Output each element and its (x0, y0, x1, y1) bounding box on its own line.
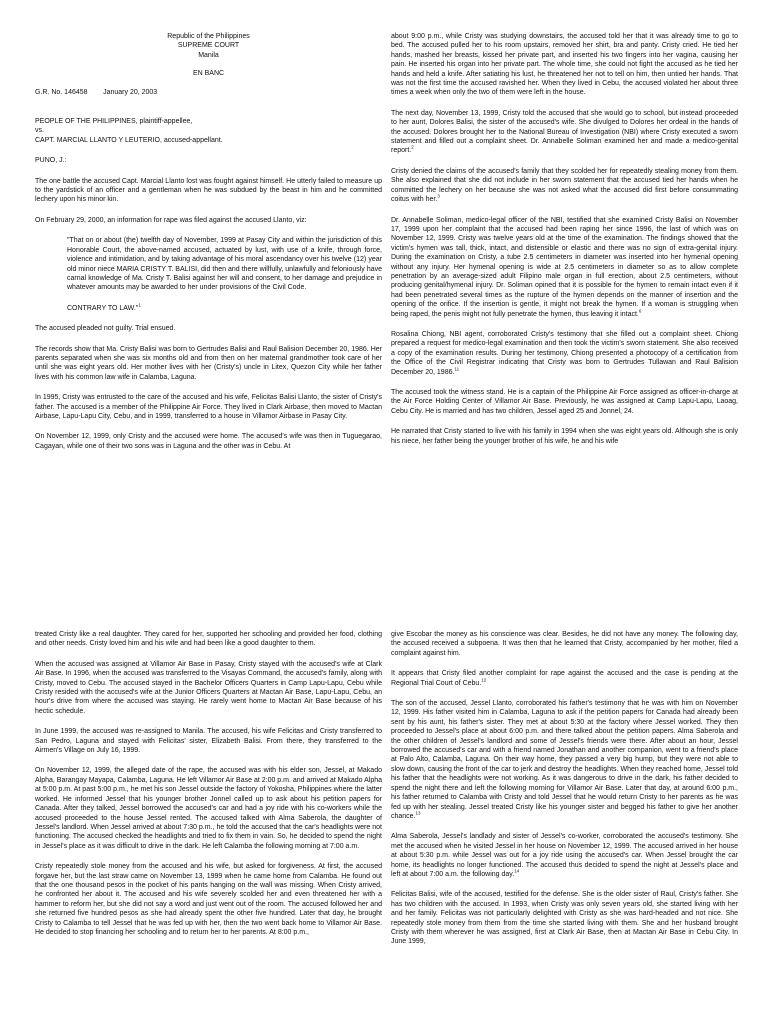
party-plaintiff: PEOPLE OF THE PHILIPPINES, plaintiff-appellee, (35, 118, 193, 126)
republic-heading: Republic of the Philippines (167, 33, 250, 40)
paragraph: Cristy repeatedly stole money from the accused and his wife, but asked for forgiveness. At first, the accused forgave her, but the last straw came on November 13, 1999 when he came home from Calamba. He found out that the one thousand pesos in the pocket of his pants hanging on the wall was missing. When Cristy arrived, he confronted her about it. The accused and his wife severely scolded her and even threatened her with a hammer to reform her, but she did not say a word and just went out of the room. The accused followed her and she returned five hundred pesos as she had already spent the other five hundred. Later that day, he brought Cristy to Calamba to tell Jessel that he was fed up with her, then the two went back home to Villamor Air Base. He decided to stop financing her schooling and to return her to her parents. At 8:00 p.m., (35, 863, 382, 936)
city-heading: Manila (198, 51, 219, 59)
paragraph: On November 12, 1999, the alleged date of the rape, the accused was with his elder son, Jessel, at Makado Alpha, Barangay Mayapa, Calamba, Laguna. He left Villamor Air Base at 2:00 p.m. and arrived at Makado Alpha at 5:00 p.m. At past 5:00 p.m., he met his son Jessel outside the factory of Yokosha, Philippines where the latter worked. He informed Jessel that his younger brother Jonnel called up to ask about his petition papers for Canada. After they talked, Jessel borrowed the accused's car and had a joy ride with his co-workers while the accused proceeded to the house Jessel rented. The accused talked with Alma Saberola, the daughter of Jessel's landlord. When Jessel arrived at about 7:30 p.m., he told the accused that the car's headlights were not functioning. The accused checked the headlights and tried to fix them in vain. So, he decided to spend the night in Jessel's place as it was difficult to drive in the dark. He left Calamba the following morning at 7:00 a.m. (35, 767, 382, 850)
paragraph: The accused pleaded not guilty. Trial ensued. (35, 325, 176, 333)
paragraph: The records show that Ma. Cristy Balisi was born to Gertrudes Balisi and Raul Balision December 20, 1986. Her parents separated when she was six months old and from then on her maternal grandmother took care of her until she was eight years old. Her mother lives with her (Cristy's) uncle in Litex, Quezon City while her father lives with his common law wife in Calamba, Laguna. (35, 345, 382, 381)
gr-number: G.R. No. 146458 (35, 88, 88, 96)
paragraph: The one battle the accused Capt. Marcial Llanto lost was fought against himself. He utterly failed to measure up to the yardstick of an officer and a gentleman when he was subdued by the beast in him and he committed lechery upon his minor kin. (35, 177, 382, 204)
paragraph: On February 29, 2000, an information for rape was filed against the accused Llanto, viz: (35, 216, 307, 224)
party-vs: vs. (35, 127, 44, 135)
party-accused: CAPT. MARCIAL LLANTO Y LEUTERIO, accused-appellant. (35, 136, 223, 144)
paragraph: In June 1999, the accused was re-assigned to Manila. The accused, his wife Felicitas and Cristy transferred to San Pedro, Laguna and stayed with Felicitas' sister, Elizabeth Balisi. From there, they transferred to the Airmen's Village on July 16, 1999. (35, 728, 382, 755)
paragraph: treated Cristy like a real daughter. They cared for her, supported her schooling and provided her food, clothing and other needs. Cristy loved him and his wife and had been like a good daughter to them. (35, 631, 382, 648)
paragraph: Cristy denied the claims of the accused's family that they scolded her for repeatedly stealing money from them. She also explained that she did not include in her sworn statement that the accused tied her hands when he committed the lechery on her because she was not asked what the accused did first before consummating coitus with her.$^3$ (391, 167, 738, 204)
paragraph: On November 12, 1999, only Cristy and the accused were home. The accused's wife was then in Tuguegarao, Cagayan, while one of their two sons was in Laguna and the other was in Cebu. At (35, 433, 382, 450)
paragraph: In 1995, Cristy was entrusted to the care of the accused and his wife, Felicitas Balisi Llanto, the sister of Cristy's father. The accused is a member of the Philippine Air Force. They lived in Clark Airbase, then moved to Mactan Airbase, Lapu-Lapu City, Cebu, and in 1999, transferred to a house in Villamor Airbase in Pasay City. (35, 394, 382, 420)
ponente: PUNO, J.: (35, 157, 67, 165)
paragraph: give Escobar the money as his conscience was clear. Besides, he did not have any money. The following day, the accused received a subpoena. It was then that he learned that Cristy, accompanied by her mother, filed a complaint against him. (391, 631, 738, 657)
quoted-closing: CONTRARY TO LAW."$^1$ (67, 302, 141, 312)
decision-date: January 20, 2003 (103, 88, 158, 96)
page2-left-column (35, 630, 382, 948)
page1-right-column (391, 32, 738, 457)
paragraph: It appears that Cristy filed another complaint for rape against the accused and the case is pending at the Regional Trial Court of Cebu.$^{12}$ (391, 670, 738, 687)
banc-heading: EN BANC (192, 70, 225, 78)
quoted-information: "That on or about (the) twelfth day of November, 1999 at Pasay City and within the jurisdiction of this Honorable Court, the above-named accused, actuated by lust, with use of a knife, through force, violence and intimidation, and by taking advantage of his moral ascendancy over his twelve (12) year old minor niece MARIA CRISTY T. BALISI, did then and there willfully, unlawfully and feloniously have carnal knowledge of Ma. Cristy T. Balisi against her will and consent, to her damage and prejudice in whatever amounts may be awarded to her under provisions of the Civil Code. (67, 237, 382, 292)
paragraph: Alma Saberola, Jessel's landlady and sister of Jessel's co-worker, corroborated the accused's testimony. She met the accused when he visited Jessel in her house on November 12, 1999. The accused arrived in her house at about 5:30 p.m. while Jessel was out for a joy ride using the accused's car. When Jessel brought the car home, its headlights no longer functioned. The accused thus decided to spend the night at Jessel's place and left at about 7:00 a.m. the following day.$^{14}$ (391, 833, 738, 878)
paragraph: When the accused was assigned at Villamor Air Base in Pasay, Cristy stayed with the accused's wife at Clark Air Base. In 1996, when the accused was transferred to the Visayas Command, the accused's family, along with Cristy, moved to Cebu. The accused stayed in the Bachelor Officers Quarters in Camp Lapu-Lapu, Cebu while Cristy resided with the accused's wife at the Junior Officers Quarters at Mactan Air Base, Lapu-Lapu, Cebu, an hour's drive from where the accused was staying. He rarely went home to Mactan Air Base because of his hectic schedule. (35, 660, 382, 715)
paragraph: The son of the accused, Jessel Llanto, corroborated his father's testimony that he was with him on November 12, 1999. His father visited him in Calamba, Laguna to ask if the petition papers for Canada had already been sent by his aunt, his father's sister. They met at about 5:30 at the factory where Jessel worked. They then proceeded to Jessel's place at about 6:00 p.m. and there talked about the petition papers. Alma Saberola and the other children of Jessel's landlord and some of Jessel's friends were there. After about an hour, Jessel borrowed the accused's car and with a friend named Jonathan and another companion, went to a friend's place at Palo Alto, Calamba, Laguna. On their way home, they passed a very big hump, but they were not able to slow down, causing the front of the car to jerk and destroy the headlights. When they reached home, Jessel told his father that the headlights were not working. As it was dangerous to drive in the dark, his father decided to spend the night there and left the following morning for Villamor Air Base. Later that day, at around 6:00 p.m., his father returned to Calamba with Cristy and told Jessel that he would return Cristy to her parents as he was fed up with her stealing. Jessel treated Cristy like his younger sister and begged his father to give her another chance.$^{13}$ (391, 700, 738, 820)
paragraph: The accused took the witness stand. He is a captain of the Philippine Air Force assigned as officer-in-charge at the Air Force Holding Center of Villamor Air Base. Previously, he was assigned at Camp Lapu-Lapu, Laoag, Cebu City. He is married and has two children, Jessel aged 25 and Jonnel, 24. (391, 389, 738, 415)
paragraph: He narrated that Cristy started to live with his family in 1994 when she was eight years old. Although she is only his niece, her father being the younger brother of his wife, he and his wife (391, 428, 738, 445)
paragraph: Dr. Annabelle Soliman, medico-legal officer of the NBI, testified that she examined Cristy Balisi on November 17, 1999 upon her complaint that the accused had been raping her since 1996, the last of which was on November 12, 1999. Cristy was twelve years old at the time of the examination. The findings showed that the victim's hymen was tall, thick, intact, and distensible or elastic and there was no sign of extra-genital injury. During the examination on Cristy, a tube 2.5 centimeters in diameter was inserted into her hymenal opening without any injury. Her hymenal opening is wide at 2.5 centimeters in diameter so as to allow complete penetration by an average-sized adult Filipino male organ in full erection, about 2.5 centimeters, without producing genital/hymenal injury. Dr. Soliman opined that it is possible for the hymen to remain intact even if it had been penetrated several times as the rupture of the hymen depends on the manner of insertion and the opening of the orifice. If the insertion is gentle, it might not break the hymen. If a woman is struggling when being raped, the penis might not fully penetrate the hymen, thus leaving it intact.$^6$ (391, 216, 738, 318)
page1-left-column (35, 32, 382, 462)
document-page-2 (0, 620, 768, 1024)
paragraph: The next day, November 13, 1999, Cristy told the accused that she would go to school, but instead proceeded to her aunt, Dolores Balisi, the sister of the accused's wife. She divulged to Dolores her ordeal in the hands of the accused. Dolores brought her to the National Bureau of Investigation (NBI) where Cristy executed a sworn statement and filled out a complaint sheet. Dr. Annabelle Soliman examined her and made a medico-genital report.$^2$ (391, 109, 738, 155)
paragraph: about 9:00 p.m., while Cristy was studying downstairs, the accused told her that it was already time to go to bed. The accused pulled her to his room upstairs, removed her shirt, bra and panty. Cristy cried. He tied her hands, mashed her breasts, kissed her private part, and inserted his two fingers into her vagina, causing her pain. He inserted his organ into her private part. The whole time, she could not fight the accused as he tied her hands and held a knife. After satiating his lust, he threatened her not to tell on him, then untied her hands. That was not the first time the accused ravished her. When they lived in Cebu, the accused violated her about three times a week when only the two of them were left in the house. (391, 33, 738, 97)
page2-right-column (391, 630, 738, 958)
paragraph: Felicitas Balisi, wife of the accused, testified for the defense. She is the older sister of Raul, Cristy's father. She has two children with the accused. In 1993, when Cristy was only seven years old, she started living with her and her family. Felicitas was not particularly delighted with Cristy as she was hard-headed and not nice. She repeatedly stole money from them from the time she started living with them. She and her husband brought Cristy with them wherever he was assigned, first at Clark Air Base, then at Mactan Air Base in Cebu City. In June 1999, (391, 891, 738, 946)
paragraph: Rosalina Chiong, NBI agent, corroborated Cristy's testimony that she filled out a complaint sheet. Chiong prepared a request for medico-legal examination and then took the victim's sworn statement. She also received a copy of the examination results. During her testimony, Chiong presented a photocopy of a certification from the Office of the Civil Registrar indicating that Cristy was born to Gertrudes Tullawan and Raul Balision December 20, 1986.11 (391, 330, 738, 376)
court-heading: SUPREME COURT (177, 42, 240, 50)
case-number-row (35, 88, 382, 97)
